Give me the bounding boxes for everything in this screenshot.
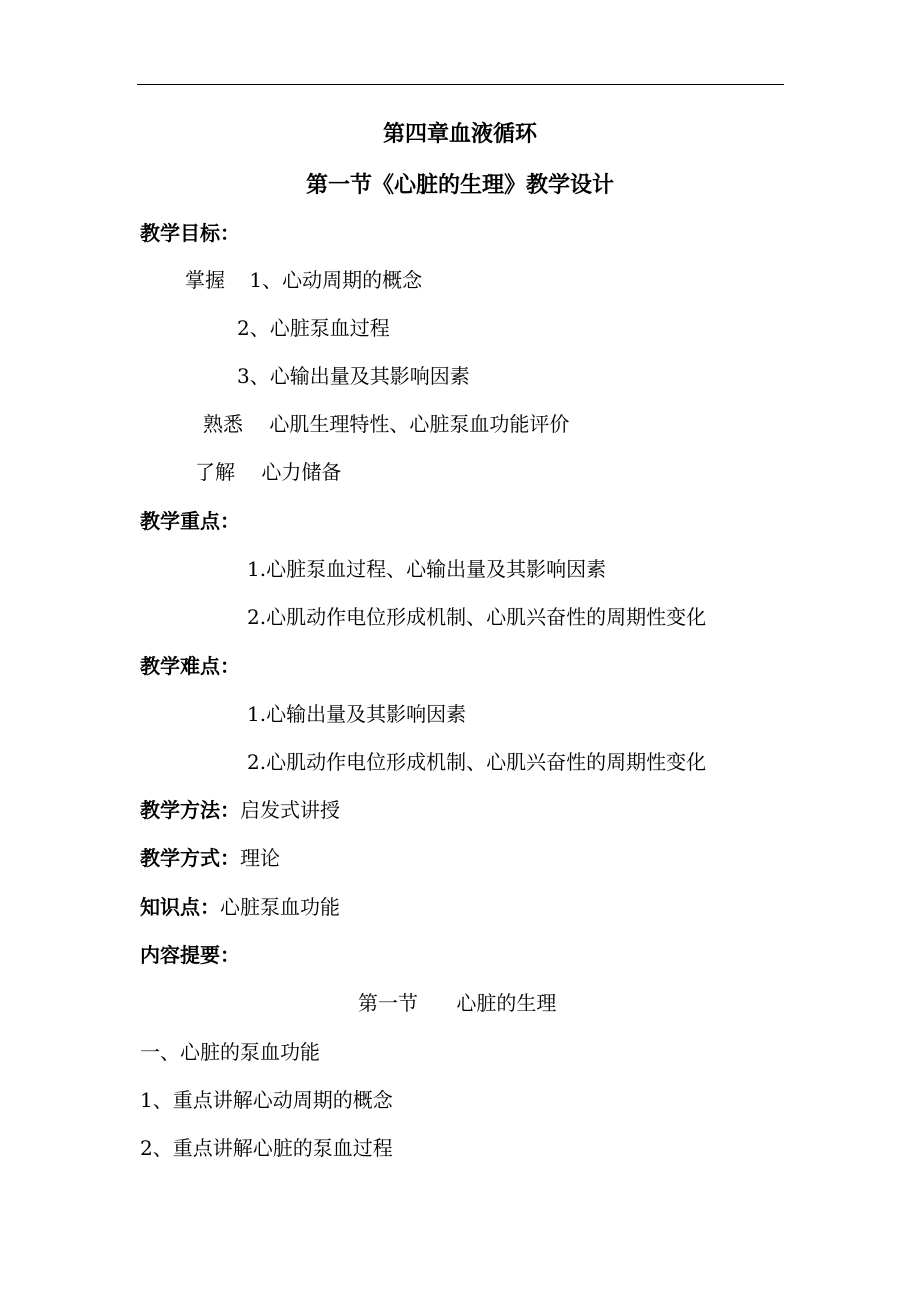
objective-master-item: 2、心脏泵血过程 [237,316,390,340]
objective-master-row [185,267,422,293]
mode-value: 理论 [240,846,280,870]
method-value: 启发式讲授 [240,798,340,822]
objective-master-prefix: 掌握 [185,268,225,292]
summary-heading-left: 第一节 [358,991,418,1015]
objective-master-item: 1、心动周期的概念 [249,268,423,292]
mode-label: 教学方式： [140,846,240,870]
summary-heading-right: 心脏的生理 [456,991,557,1015]
knowledge-label: 知识点： [140,895,220,919]
header-rule [137,84,784,85]
difficult-point-item: 1.心输出量及其影响因素 [247,702,467,726]
objectives-label: 教学目标： [140,221,240,245]
key-point-item: 1.心脏泵血过程、心输出量及其影响因素 [247,557,607,581]
mode-row [140,845,280,871]
summary-line: 2、重点讲解心脏的泵血过程 [140,1136,393,1160]
section-title: 第一节《心脏的生理》教学设计 [305,172,614,198]
objective-familiar-text: 心肌生理特性、心脏泵血功能评价 [269,412,570,436]
key-points-label: 教学重点： [140,509,240,533]
key-point-item: 2.心肌动作电位形成机制、心肌兴奋性的周期性变化 [247,605,707,629]
method-row [140,797,340,823]
difficult-points-label: 教学难点： [140,654,240,678]
objective-master-item: 3、心输出量及其影响因素 [237,364,470,388]
chapter-title: 第四章血液循环 [382,121,537,147]
summary-label: 内容提要： [140,943,240,967]
difficult-point-item: 2.心肌动作电位形成机制、心肌兴奋性的周期性变化 [247,750,707,774]
objective-understand-row [195,459,341,485]
summary-line: 1、重点讲解心动周期的概念 [140,1088,393,1112]
objective-understand-prefix: 了解 [195,460,235,484]
objective-familiar-prefix: 熟悉 [203,412,243,436]
knowledge-row [140,894,340,920]
objective-familiar-row [203,411,569,437]
knowledge-value: 心脏泵血功能 [220,895,340,919]
method-label: 教学方法： [140,798,240,822]
objective-understand-text: 心力储备 [261,460,342,484]
summary-heading [358,990,556,1016]
summary-line: 一、心脏的泵血功能 [140,1040,320,1064]
